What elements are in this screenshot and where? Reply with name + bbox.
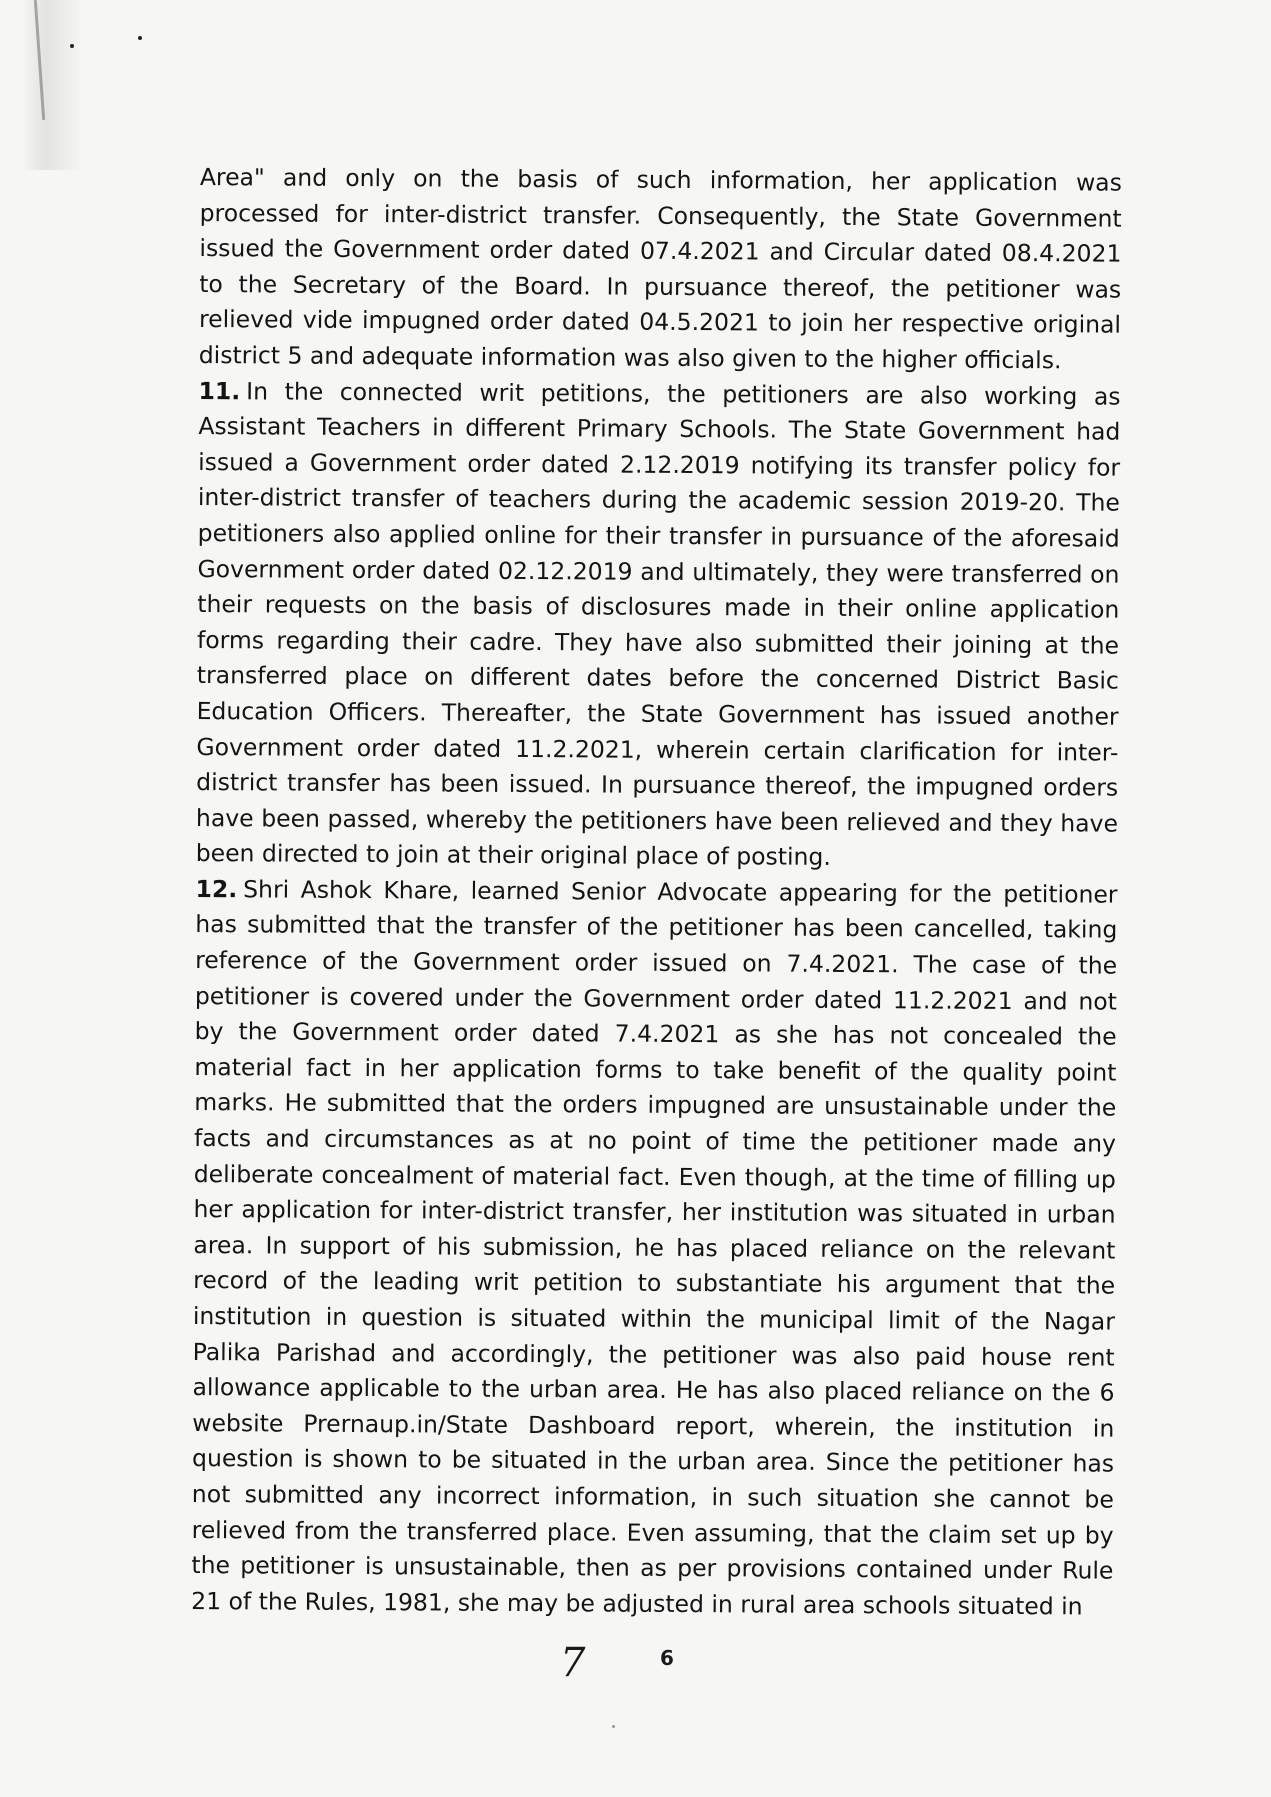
scan-speck bbox=[138, 36, 142, 40]
scan-speck bbox=[612, 1725, 615, 1728]
paragraph-text: Shri Ashok Khare, learned Senior Advocate appearing for the petitioner has submitted that the transfer of the petitioner has been cancelled, taking reference of the Government order issued on 7.4.2021. The case of the petitioner is covered under the Government order dated 11.2.2021 and not by the Government order dated 7.4.2021 as she has not concealed the material fact in her application forms to take benefit of the quality point marks. He submitted that the orders impugned are unsustainable under the facts and circumstances as at no point of time the petitioner made any deliberate concealment of material fact. Even though, at the time of filling up her application for inter-district transfer, her institution was situated in urban area. In support of his submission, he has placed reliance on the relevant record of the leading writ petition to substantiate his argument that the institution in question is situated within the municipal limit of the Nagar Palika Parishad and accordingly, the petitioner was also paid house rent allowance applicable to the urban area. He has also placed reliance on the 6 website Prernaup.in/State Dashboard report, wherein, the institution in question is shown to be situated in the urban area. Since the petitioner has not submitted any incorrect information, in such situation she cannot be relieved from the transferred place. Even assuming, that the claim set up by the petitioner is unsustainable, then as per provisions contained under Rule 21 of the Rules, 1981, she may be adjusted in rural area schools situated in bbox=[191, 875, 1118, 1621]
document-body bbox=[191, 160, 1122, 1625]
handwritten-initial: 7 bbox=[560, 1640, 586, 1686]
paragraph-continuation bbox=[199, 160, 1122, 379]
scan-speck bbox=[70, 44, 74, 48]
page-footer bbox=[560, 1640, 720, 1700]
paragraph-11 bbox=[196, 374, 1121, 878]
page-number: 6 bbox=[660, 1646, 674, 1670]
paragraph-number: 11. bbox=[198, 376, 241, 405]
paragraph-text: In the connected writ petitions, the petitioners are also working as Assistant Teachers in different Primary Schools. The State Government had issued a Government order dated 2.12.2019 notifying its transfer policy for inter-district transfer of teachers during the academic session 2019-20. The petitioners also applied online for their transfer in pursuance of the aforesaid Government order dated 02.12.2019 and ultimately, they were transferred on their requests on the basis of disclosures made in their online application forms regarding their cadre. They have also submitted their joining at the transferred place on different dates before the concerned District Basic Education Officers. Thereafter, the State Government has issued another Government order dated 11.2.2021, wherein certain clarification for inter-district transfer has been issued. In pursuance thereof, the impugned orders have been passed, whereby the petitioners have been relieved and they have been directed to join at their original place of posting. bbox=[195, 376, 1121, 872]
scan-margin-shadow bbox=[22, 0, 82, 170]
paragraph-12 bbox=[191, 872, 1118, 1625]
paragraph-text: Area" and only on the basis of such information, her application was processed for inter-district transfer. Consequently, the State Government issued the Government order dated 07.4.2021 and Circular dated 08.4.2021 to the Secretary of the Board. In pursuance thereof, the petitioner was relieved vide impugned order dated 04.5.2021 to join her respective original district 5 and adequate information was also given to the higher officials. bbox=[198, 162, 1122, 375]
paragraph-number: 12. bbox=[195, 874, 238, 904]
